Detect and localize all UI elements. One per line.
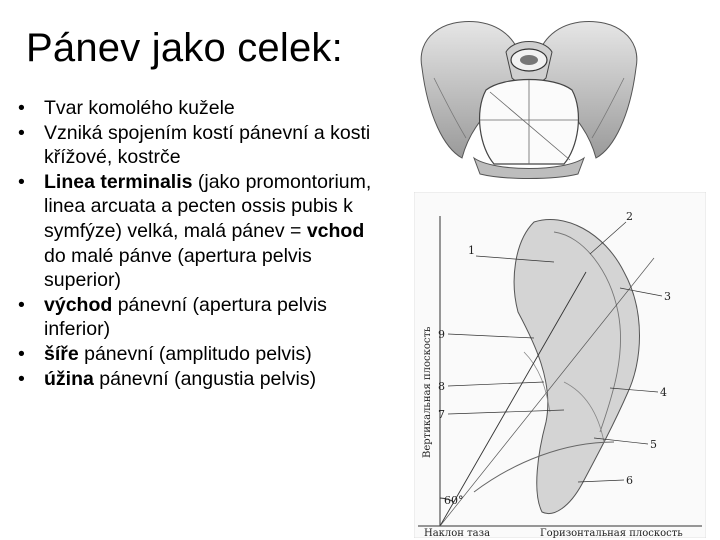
bullet-item [18,367,390,392]
bullet-text: do malé pánve (apertura pelvis superior) [44,244,312,292]
bullet-item [18,121,390,170]
label-2: 2 [626,210,633,223]
bullet-item [18,96,390,121]
bullet-text: Tvar komolého kužele [44,97,235,119]
bullet-bold-text: úžina [44,367,94,390]
bullet-item [18,293,390,342]
slide-title: Pánev jako celek: [26,26,343,70]
bullet-bold-text: vchod [306,219,365,242]
label-8: 8 [438,380,445,393]
label-5: 5 [650,438,657,451]
angle-label: 60° [444,494,464,507]
pelvis-top-view-illustration [414,8,644,180]
bullet-list [18,96,390,391]
pelvis-sagittal-diagram [414,192,706,538]
bullet-bold-text: Linea terminalis [44,170,193,193]
label-3: 3 [664,290,671,303]
bullet-item [18,342,390,367]
horizontal-plane-label: Горизонтальная плоскость [540,528,683,538]
label-6: 6 [626,474,633,487]
vertical-plane-label: Вертикальная плоскость [422,326,433,458]
bullet-item [18,170,390,293]
bullet-text: pánevní (apertura pelvis inferior) [44,293,327,341]
label-1: 1 [468,244,475,257]
label-4: 4 [660,386,667,399]
bullet-bold-text: šíře [44,342,79,365]
bullet-text: Vzniká spojením kostí pánevní a kosti křížové, kostrče [44,121,371,169]
bullet-bold-text: východ [44,293,113,316]
label-7: 7 [438,408,445,421]
bullet-text: pánevní (amplitudo pelvis) [78,342,312,365]
label-9: 9 [438,328,445,341]
tilt-label: Наклон таза [424,528,491,538]
bullet-text: pánevní (angustia pelvis) [93,367,317,390]
bullet-text: (jako promontorium, linea arcuata a pecten ossis pubis k symfýze) velká, malá pánev = [44,170,372,242]
